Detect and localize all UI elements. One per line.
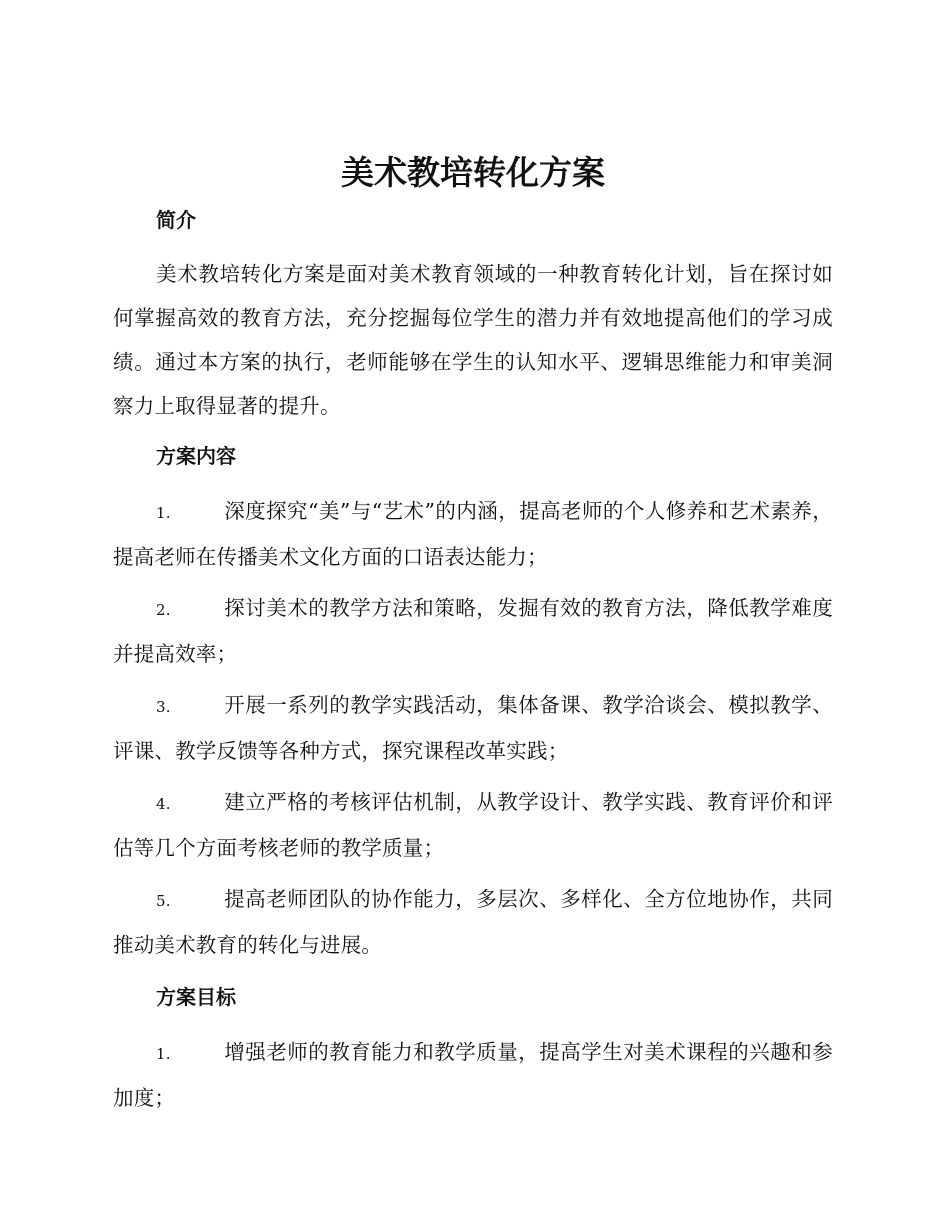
intro-paragraph: 美术教培转化方案是面对美术教育领域的一种教育转化计划，旨在探讨如何掌握高效的教育方法，充分挖掘每位学生的潜力并有效地提高他们的学习成绩。通过本方案的执行，老师能够在学生的认知水平、逻辑思维能力和审美洞察力上取得显著的提升。	[113, 262, 833, 418]
list-item-text: 提高老师团队的协作能力，多层次、多样化、全方位地协作，共同推动美术教育的转化与进展。	[113, 887, 833, 957]
list-item	[113, 1030, 833, 1120]
list-item-text: 开展一系列的教学实践活动，集体备课、教学洽谈会、模拟教学、评课、教学反馈等各种方式，探究课程改革实践；	[113, 693, 833, 763]
document-title: 美术教培转化方案	[341, 153, 605, 192]
list-item-text: 增强老师的教育能力和教学质量，提高学生对美术课程的兴趣和参加度；	[113, 1040, 833, 1110]
section-heading-content: 方案内容	[156, 444, 236, 468]
section-heading-goals: 方案目标	[156, 985, 236, 1009]
list-item	[113, 489, 833, 579]
list-item	[113, 683, 833, 773]
list-item-number: 2.	[156, 601, 171, 619]
list-item-number: 4.	[156, 795, 171, 813]
list-item-text: 深度探究“美”与“艺术”的内涵，提高老师的个人修养和艺术素养，提高老师在传播美术文化方面的口语表达能力；	[113, 499, 833, 569]
list-item-text: 建立严格的考核评估机制，从教学设计、教学实践、教育评价和评估等几个方面考核老师的教学质量；	[113, 790, 833, 860]
list-item-text: 探讨美术的教学方法和策略，发掘有效的教育方法，降低教学难度并提高效率；	[113, 596, 833, 666]
list-item	[113, 877, 833, 967]
list-item	[113, 586, 833, 676]
list-item-number: 1.	[156, 504, 171, 522]
list-item-number: 5.	[156, 892, 171, 910]
list-item-number: 1.	[156, 1045, 171, 1063]
list-item	[113, 780, 833, 870]
list-item-number: 3.	[156, 698, 171, 716]
section-heading-intro: 简介	[156, 208, 196, 232]
